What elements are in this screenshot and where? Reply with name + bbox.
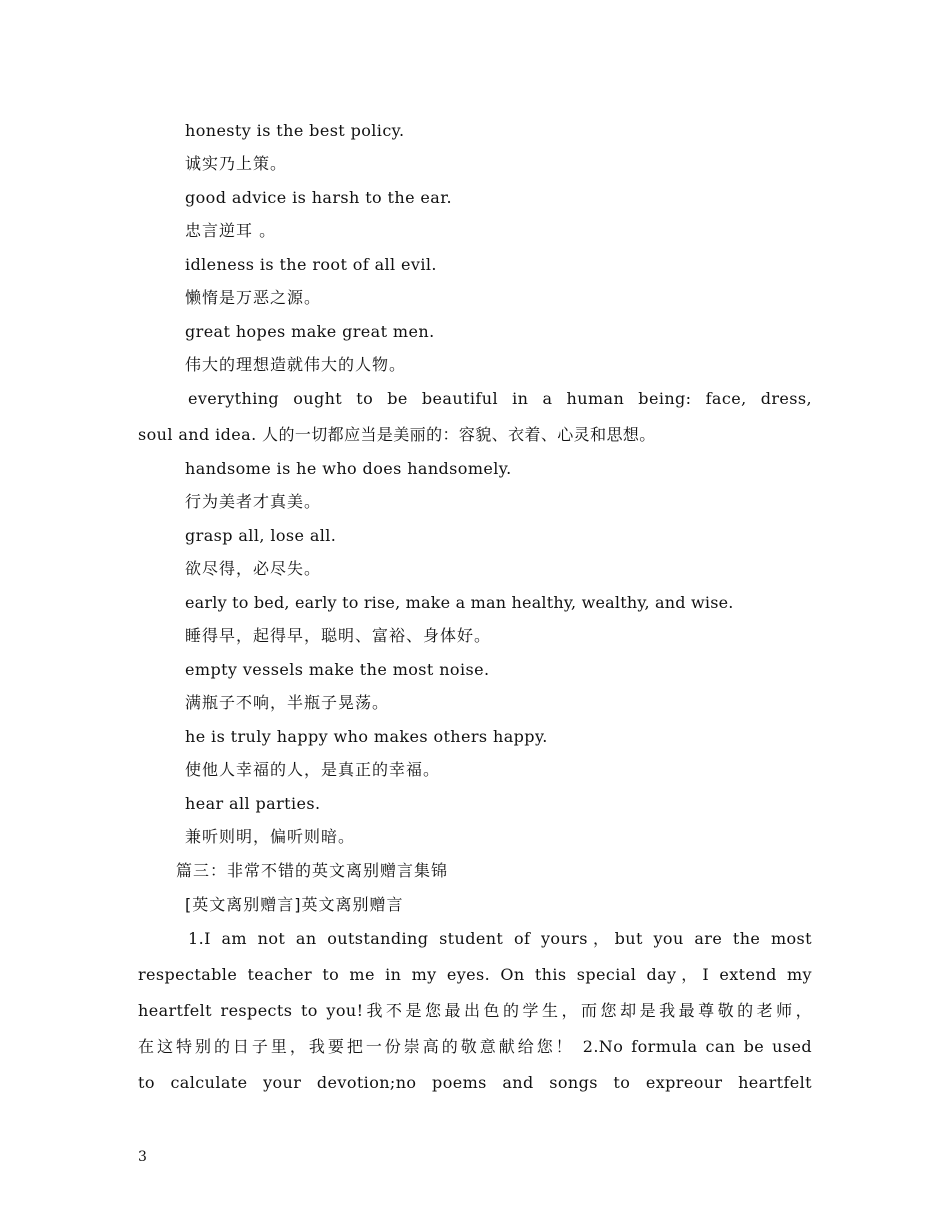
proverb-cn: 伟大的理想造就伟大的人物。 bbox=[185, 355, 407, 374]
paragraph-line bbox=[188, 928, 812, 950]
proverb-en: early to bed, early to rise, make a man healthy, wealthy, and wise. bbox=[185, 593, 734, 612]
proverb-cn: 行为美者才真美。 bbox=[185, 492, 322, 511]
proverb-cn: 懒惰是万恶之源。 bbox=[185, 288, 322, 307]
subheading: [英文离别赠言]英文离别赠言 bbox=[185, 895, 404, 914]
proverb-cn: 满瓶子不响，半瓶子晃荡。 bbox=[185, 693, 390, 712]
section-heading: 篇三：非常不错的英文离别赠言集锦 bbox=[176, 861, 449, 880]
paragraph-text: 在这特别的日子里，我要把一份崇高的敬意献给您！ 2.No formula can be used bbox=[138, 1037, 812, 1056]
proverb-en: he is truly happy who makes others happy. bbox=[185, 727, 548, 746]
paragraph-text: respectable teacher to me in my eyes. On this special day，I extend my bbox=[138, 965, 812, 984]
proverb-cn: 诚实乃上策。 bbox=[185, 154, 288, 173]
proverb-en: honesty is the best policy. bbox=[185, 121, 405, 140]
proverb-cn: 忠言逆耳 。 bbox=[185, 221, 277, 240]
paragraph-text: to calculate your devotion;no poems and songs to expreour heartfelt bbox=[138, 1073, 812, 1092]
proverb-en: empty vessels make the most noise. bbox=[185, 660, 490, 679]
proverb-en-wrapped bbox=[188, 388, 812, 410]
proverb-cn: 睡得早，起得早，聪明、富裕、身体好。 bbox=[185, 626, 492, 645]
paragraph-line bbox=[138, 1072, 812, 1094]
proverb-en: grasp all, lose all. bbox=[185, 526, 337, 545]
proverb-en: good advice is harsh to the ear. bbox=[185, 188, 453, 207]
paragraph-text: heartfelt respects to you!我不是您最出色的学生，而您却是我最尊敬的老师， bbox=[138, 1001, 812, 1020]
proverb-cn: 兼听则明，偏听则暗。 bbox=[185, 827, 356, 846]
proverb-cn: 使他人幸福的人，是真正的幸福。 bbox=[185, 760, 441, 779]
paragraph-line bbox=[138, 1036, 812, 1058]
paragraph-line bbox=[138, 1000, 812, 1022]
paragraph-text: 1.I am not an outstanding student of yours，but you are the most bbox=[188, 929, 812, 948]
proverb-en: great hopes make great men. bbox=[185, 322, 435, 341]
page-number: 3 bbox=[138, 1149, 147, 1165]
proverb-mixed: soul and idea. 人的一切都应当是美丽的：容貌、衣着、心灵和思想。 bbox=[138, 425, 656, 444]
proverb-en: everything ought to be beautiful in a human being: face, dress, bbox=[188, 389, 812, 408]
proverb-en: handsome is he who does handsomely. bbox=[185, 459, 512, 478]
proverb-en: hear all parties. bbox=[185, 794, 321, 813]
proverb-cn: 欲尽得，必尽失。 bbox=[185, 559, 322, 578]
proverb-en: idleness is the root of all evil. bbox=[185, 255, 437, 274]
paragraph-line bbox=[138, 964, 812, 986]
